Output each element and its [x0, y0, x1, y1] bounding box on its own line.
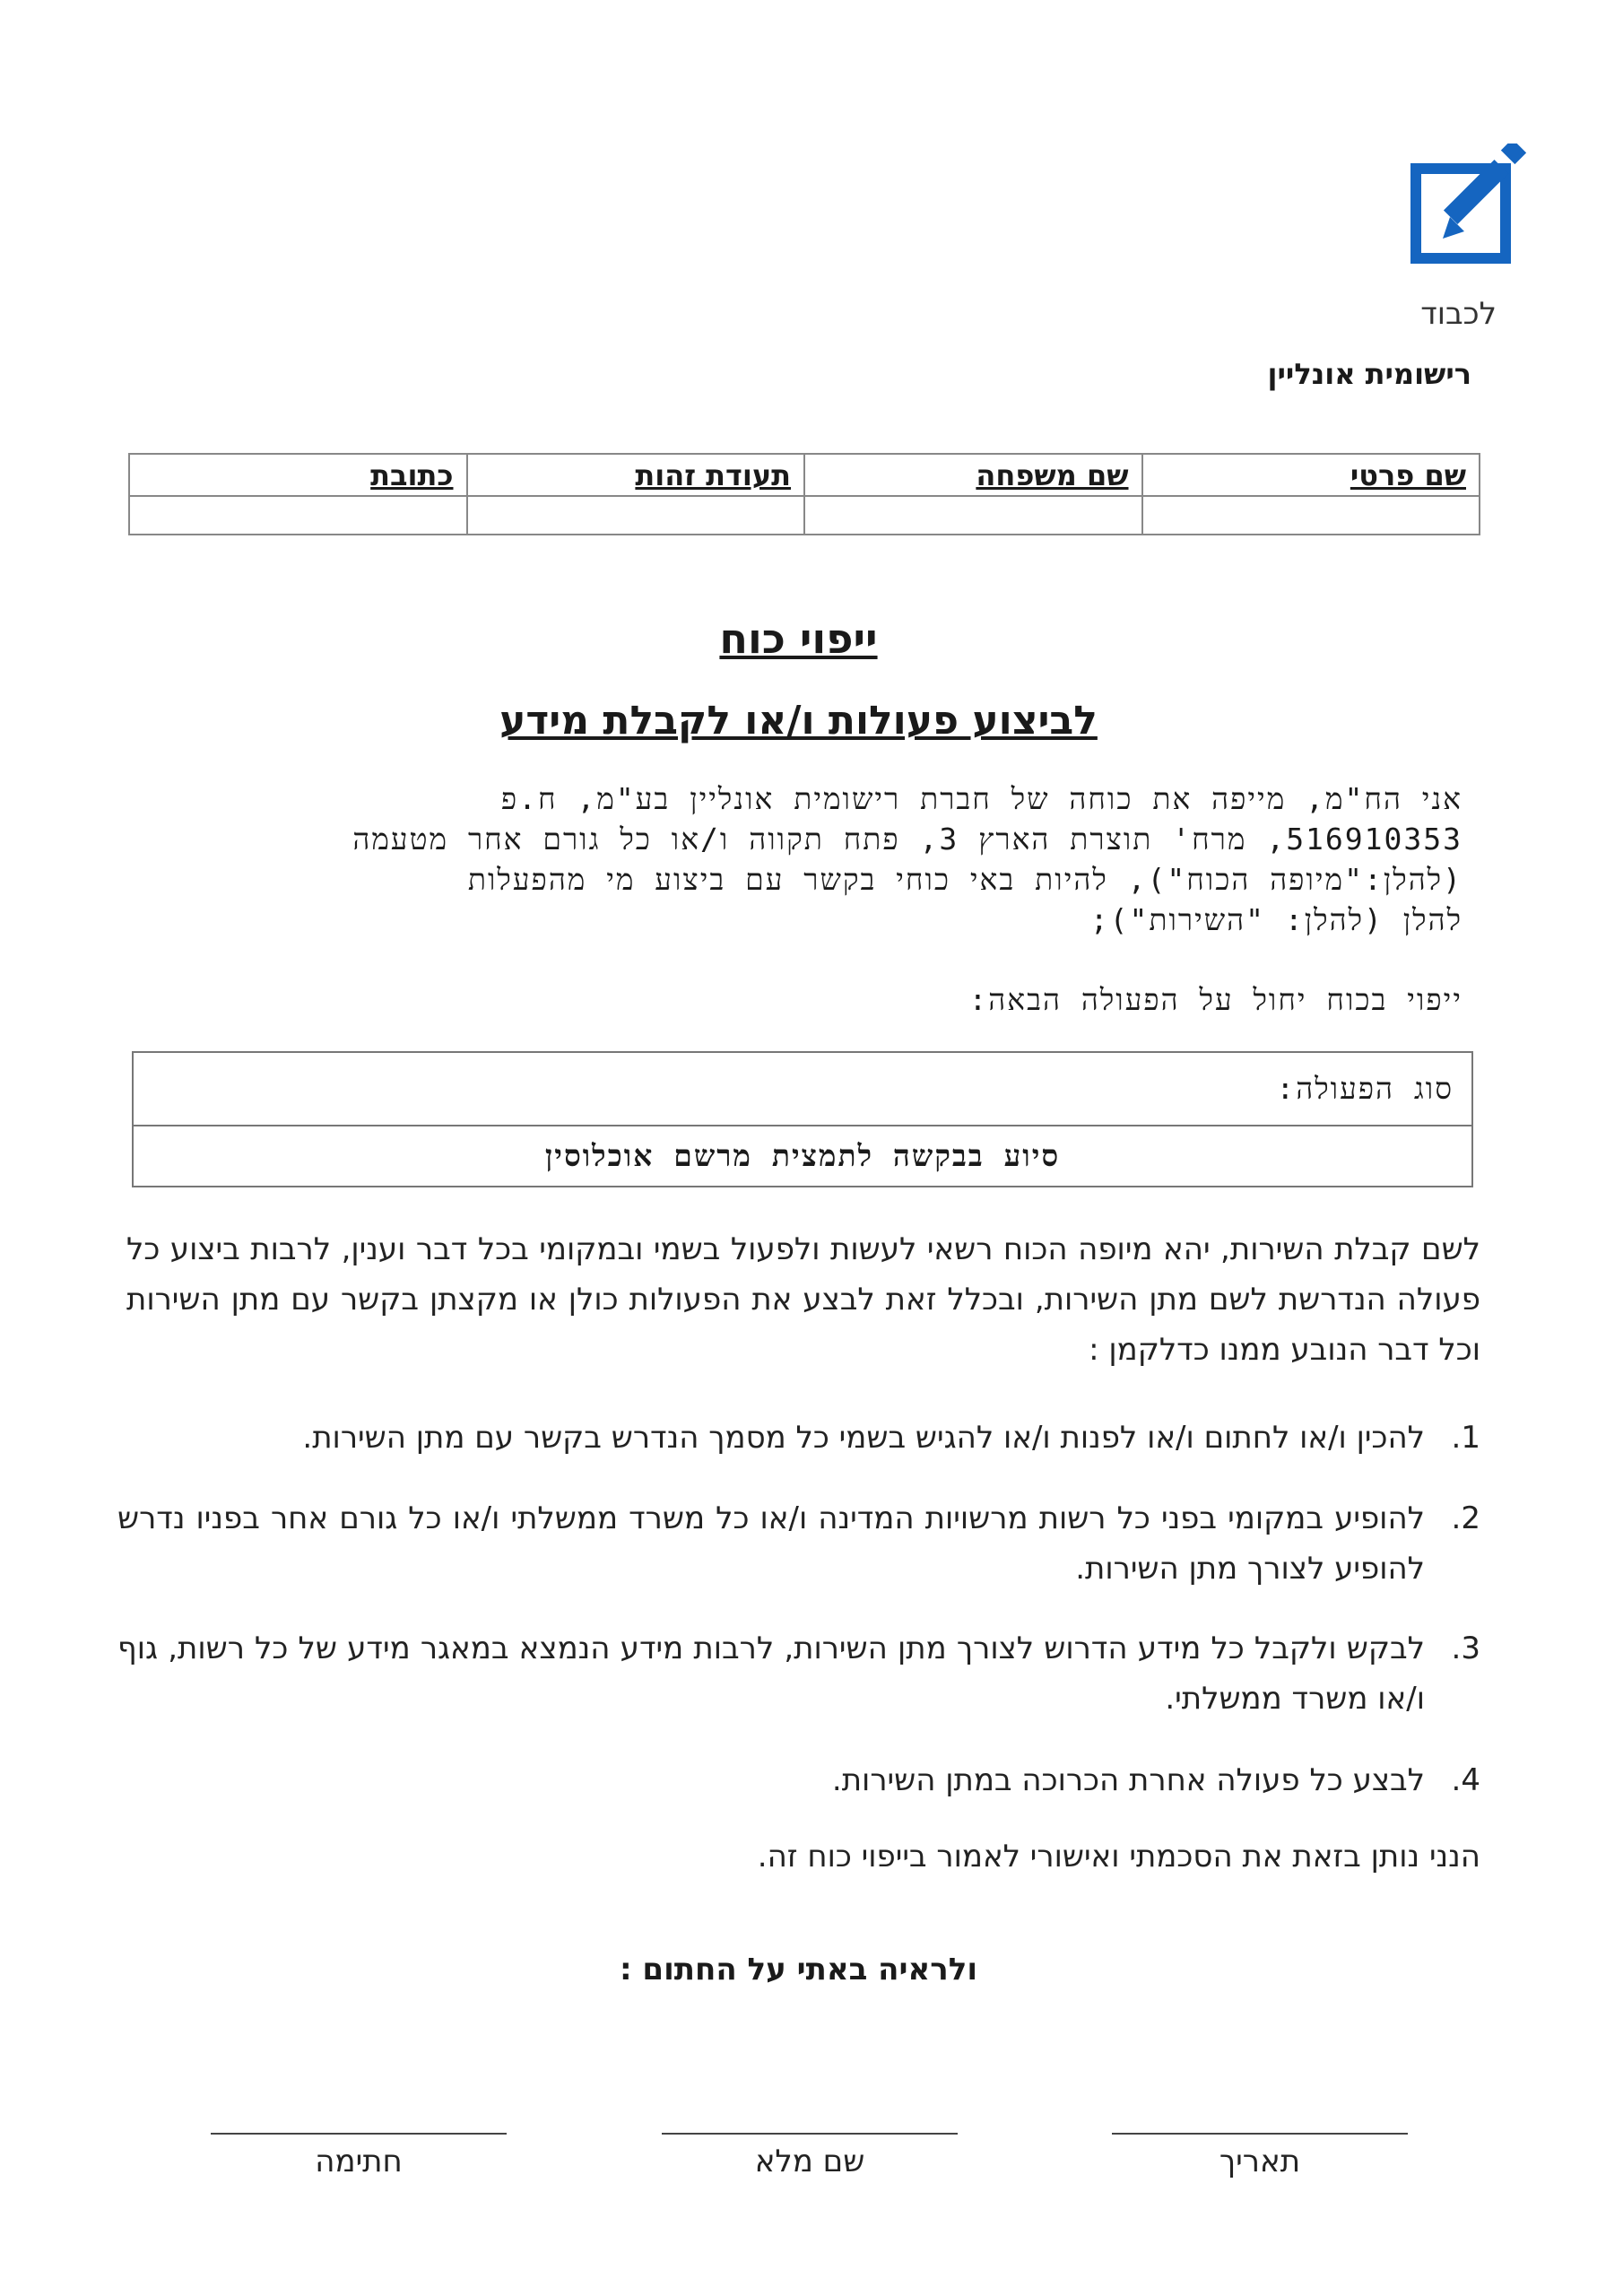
- date-signature-block: [1112, 2133, 1408, 2179]
- signature-block: [211, 2133, 507, 2179]
- signature-label: חתימה: [315, 2144, 403, 2179]
- date-line[interactable]: [1112, 2133, 1408, 2135]
- action-type-label: סוג הפעולה:: [134, 1053, 1471, 1126]
- document-title: ייפוי כוח: [719, 614, 878, 663]
- last-name-field[interactable]: [804, 496, 1142, 535]
- closing-statement: הנני נותן בזאת את הסכמתי ואישורי לאמור בייפוי כוח זה.: [757, 1839, 1480, 1874]
- edit-pen-icon: [1403, 144, 1538, 278]
- list-item: [117, 1493, 1480, 1594]
- list-text: לבקש ולקבל כל מידע הדרוש לצורך מתן השירות, לרבות מידע הנמצא במאגר מידע של כל רשות, גוף ו/או משרד ממשלתי.: [117, 1631, 1425, 1717]
- list-number: 4.: [1451, 1762, 1480, 1798]
- list-text: לבצע כל פעולה אחרת הכרוכה במתן השירות.: [831, 1762, 1425, 1798]
- date-label: תאריך: [1219, 2144, 1301, 2179]
- signature-line[interactable]: [211, 2133, 507, 2135]
- recipient-name: רישומית אונליין: [1267, 357, 1471, 391]
- first-name-field[interactable]: [1142, 496, 1480, 535]
- list-text: להכין ו/או לחתום ו/או לפנות ו/או להגיש בשמי כל מסמך הנדרש בקשר עם מתן השירות.: [302, 1420, 1425, 1456]
- list-item: [117, 1755, 1480, 1805]
- to-label: לכבוד: [1420, 296, 1497, 332]
- intro-paragraph: אני הח"מ, מייפה את כוחה של חברת רישומית אונליין בע"מ, ח.פ 516910353, מרח' תוצרת הארץ 3, פתח תקווה ו/או כל גורם אחר מטעמה (להלן:"מיופה הכוח"), להיות באי כוחי בקשר עם ביצוע מי מהפעלות להלן (להלן: "השירות");: [352, 781, 1462, 937]
- id-number-field[interactable]: [467, 496, 805, 535]
- document-subtitle: לביצוע פעולות ו/או לקבלת מידע: [499, 698, 1098, 744]
- list-text: להופיע במקומי בפני כל רשות מרשויות המדינה ו/או כל משרד ממשלתי ו/או כל גורם אחר בפניו נדרש להופיע לצורך מתן השירות.: [117, 1500, 1425, 1587]
- body-paragraph: לשם קבלת השירות, יהא מיופה הכוח רשאי לעשות ולפעול בשמי ובמקומי בכל דבר וענין, לרבות ביצוע כל פעולה הנדרשת לשם מתן השירות, ובכלל זאת לבצע את הפעולות כולן או מקצתן בקשר עם מתן השירות וכל דבר הנובע ממנו כדלקמן :: [126, 1231, 1480, 1368]
- action-intro: ייפוי בכוח יחול על הפעולה הבאה:: [968, 982, 1462, 1017]
- list-number: 3.: [1451, 1631, 1480, 1666]
- personal-details-table: [128, 453, 1480, 535]
- name-signature-block: [662, 2133, 958, 2179]
- action-type-box: [132, 1051, 1473, 1187]
- full-name-line[interactable]: [662, 2133, 958, 2135]
- list-item: [117, 1413, 1480, 1463]
- action-type-value: סיוע בבקשה לתמצית מרשם אוכלוסין: [544, 1138, 1061, 1173]
- list-number: 1.: [1451, 1420, 1480, 1456]
- address-header: כתובת: [129, 454, 467, 496]
- id-number-header: תעודת זהות: [467, 454, 805, 496]
- witness-statement: ולראיה באתי על החתום :: [619, 1952, 977, 1987]
- address-field[interactable]: [129, 496, 467, 535]
- list-number: 2.: [1451, 1500, 1480, 1536]
- last-name-header: שם משפחה: [804, 454, 1142, 496]
- full-name-label: שם מלא: [754, 2144, 865, 2179]
- list-item: [117, 1623, 1480, 1724]
- first-name-header: שם פרטי: [1142, 454, 1480, 496]
